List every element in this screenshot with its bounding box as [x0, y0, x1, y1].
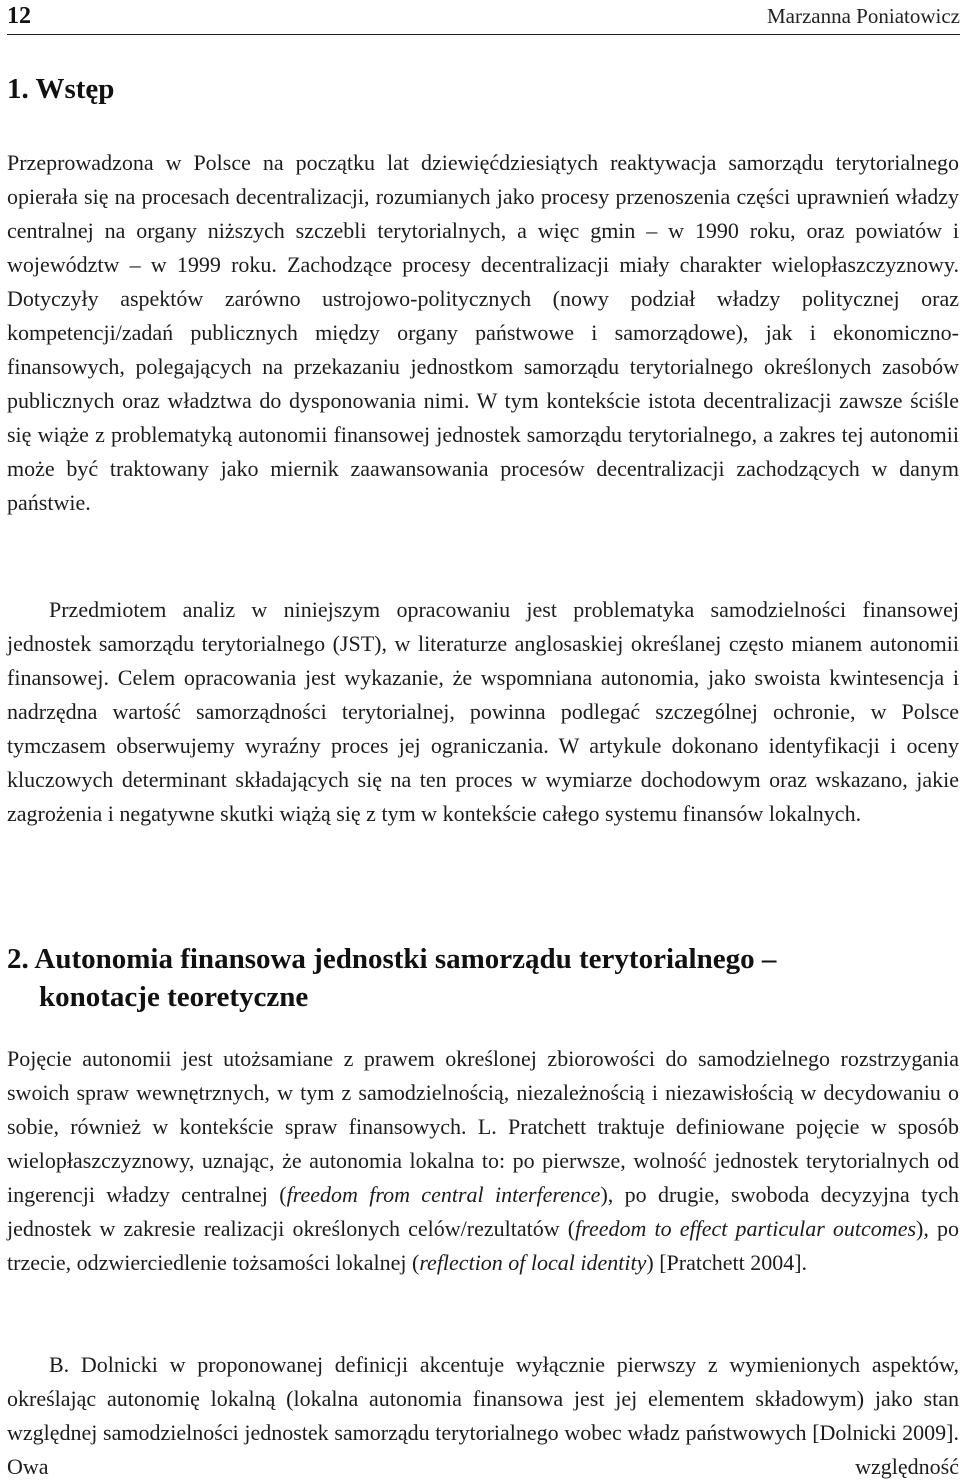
italic-term: freedom to effect particular outcomes	[575, 1216, 917, 1241]
paragraph-text: ), po trzecie, odzwierciedlenie tożsamości lokalnej (	[7, 1216, 960, 1275]
italic-term: freedom from central interference	[286, 1182, 601, 1207]
section-heading-line: konotacje teoretyczne	[39, 981, 309, 1013]
page-number: 12	[7, 3, 31, 29]
section-heading-line: 2. Autonomia finansowa jednostki samorządu terytorialnego –	[7, 943, 777, 975]
running-header-author: Marzanna Poniatowicz	[766, 4, 960, 28]
italic-term: reflection of local identity	[419, 1250, 647, 1275]
body-paragraph: Przedmiotem analiz w niniejszym opracowaniu jest problematyka samodzielności finansowej jednostek samorządu terytorialnego (JST), w literaturze anglosaskiej określanej często mianem autonomii finansowej. Celem opracowania jest wykazanie, że wspomniana autonomia, jako swoista kwintesencja i nadrzędna wartość samorządności terytorialnej, powinna podlegać szczególnej ochronie, w Polsce tymczasem obserwujemy wyraźny proces jej ograniczania. W artykule dokonano identyfikacji i oceny kluczowych determinant składających się na ten proces w wymiarze dochodowym oraz wskazano, jakie zagrożenia i negatywne skutki wiążą się z tym w kontekście całego systemu finansów lokalnych.	[7, 597, 959, 826]
body-paragraph	[7, 1042, 959, 1280]
section-heading-financial-autonomy	[7, 940, 937, 1016]
body-paragraph: B. Dolnicki w proponowanej definicji akcentuje wyłącznie pierwszy z wymienionych aspektów, określając autonomię lokalną (lokalna autonomia finansowa jest jej elementem składowym) jako stan względnej samodzielności jednostek samorządu terytorialnego wobec władz państwowych [Dolnicki 2009]. Owa względność	[7, 1352, 959, 1479]
section-heading-introduction: 1. Wstęp	[7, 73, 115, 105]
running-header	[7, 0, 960, 35]
paragraph-text: ), po drugie, swoboda decyzyjna tych jednostek w zakresie realizacji określonych celów/rezultatów (	[7, 1182, 959, 1241]
body-paragraph: Przeprowadzona w Polsce na początku lat dziewięćdziesiątych reaktywacja samorządu terytorialnego opierała się na procesach decentralizacji, rozumianych jako procesy przenoszenia części uprawnień władzy centralnej na organy niższych szczebli terytorialnych, a więc gmin – w 1990 roku, oraz powiatów i województw – w 1999 roku. Zachodzące procesy decentralizacji miały charakter wielopłaszczyznowy. Dotyczyły aspektów zarówno ustrojowo-politycznych (nowy podział władzy politycznej oraz kompetencji/zadań publicznych między organy państwowe i samorządowe), jak i ekonomiczno-finansowych, polegających na przekazaniu jednostkom samorządu terytorialnego określonych zasobów publicznych oraz władztwa do dysponowania nimi. W tym kontekście istota decentralizacji zawsze ściśle się wiąże z problematyką autonomii finansowej jednostek samorządu terytorialnego, a zakres tej autonomii może być traktowany jako miernik zaawansowania procesów decentralizacji zachodzących w danym państwie.	[7, 150, 959, 515]
paragraph-text: ) [Pratchett 2004].	[646, 1250, 808, 1275]
paragraph-text: Pojęcie autonomii jest utożsamiane z prawem określonej zbiorowości do samodzielnego rozstrzygania swoich spraw wewnętrznych, w tym z samodzielnością, niezależnością i niezawisłością w decydowaniu o sobie, również w kontekście spraw finansowych. L. Pratchett traktuje definiowane pojęcie w sposób wielopłaszczyznowy, uznając, że autonomia lokalna to: po pierwsze, wolność jednostek terytorialnych od ingerencji władzy centralnej (	[7, 1046, 959, 1207]
